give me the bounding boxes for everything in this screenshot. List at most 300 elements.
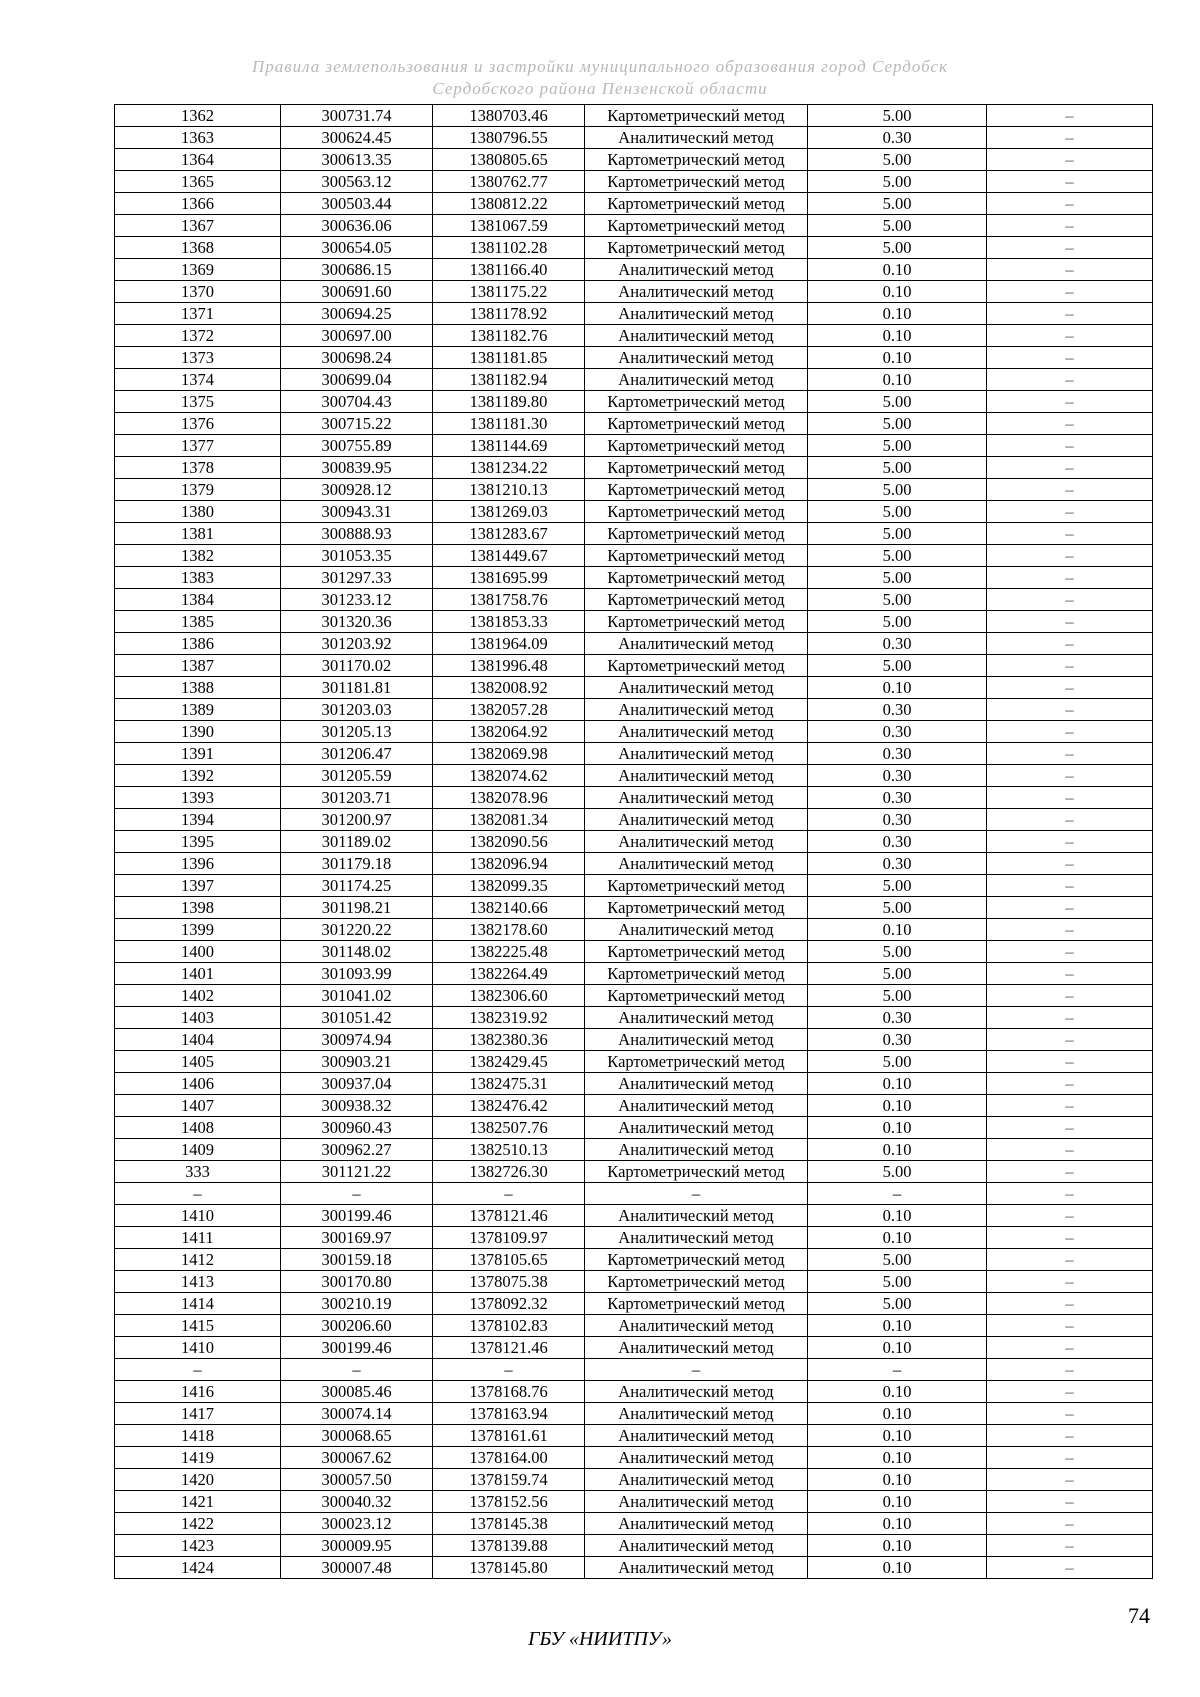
table-row — [115, 215, 1153, 237]
accuracy-cell: 0.10 — [808, 1095, 987, 1117]
method-cell: Аналитический метод — [585, 809, 808, 831]
method-cell: Картометрический метод — [585, 963, 808, 985]
note-cell: – — [987, 149, 1153, 171]
table-row — [115, 347, 1153, 369]
x-coordinate-cell: 300199.46 — [281, 1205, 433, 1227]
x-coordinate-cell: 301320.36 — [281, 611, 433, 633]
method-cell: Аналитический метод — [585, 1007, 808, 1029]
accuracy-cell: 0.30 — [808, 127, 987, 149]
method-cell: Аналитический метод — [585, 127, 808, 149]
x-coordinate-cell: 300057.50 — [281, 1469, 433, 1491]
accuracy-cell: 0.30 — [808, 699, 987, 721]
point-number-cell: 1413 — [115, 1271, 281, 1293]
table-row — [115, 545, 1153, 567]
note-cell: – — [987, 941, 1153, 963]
y-coordinate-cell: 1378145.80 — [433, 1557, 585, 1579]
note-cell: – — [987, 963, 1153, 985]
point-number-cell: 1406 — [115, 1073, 281, 1095]
y-coordinate-cell: 1380762.77 — [433, 171, 585, 193]
y-coordinate-cell: 1381178.92 — [433, 303, 585, 325]
x-coordinate-cell: 300085.46 — [281, 1381, 433, 1403]
method-cell: Аналитический метод — [585, 1315, 808, 1337]
method-cell: Аналитический метод — [585, 1491, 808, 1513]
table-row — [115, 567, 1153, 589]
y-coordinate-cell: 1382099.35 — [433, 875, 585, 897]
y-coordinate-cell: 1378075.38 — [433, 1271, 585, 1293]
y-coordinate-cell: 1378164.00 — [433, 1447, 585, 1469]
accuracy-cell: 0.10 — [808, 347, 987, 369]
point-number-cell: 1404 — [115, 1029, 281, 1051]
y-coordinate-cell: 1381182.76 — [433, 325, 585, 347]
table-row — [115, 1425, 1153, 1447]
y-coordinate-cell: 1382069.98 — [433, 743, 585, 765]
y-coordinate-cell: 1378121.46 — [433, 1337, 585, 1359]
accuracy-cell: – — [808, 1359, 987, 1381]
method-cell: Аналитический метод — [585, 1205, 808, 1227]
point-number-cell: 1370 — [115, 281, 281, 303]
table-row — [115, 149, 1153, 171]
x-coordinate-cell: 300009.95 — [281, 1535, 433, 1557]
note-cell: – — [987, 655, 1153, 677]
method-cell: Картометрический метод — [585, 875, 808, 897]
note-cell: – — [987, 1007, 1153, 1029]
point-number-cell: 1415 — [115, 1315, 281, 1337]
table-row — [115, 611, 1153, 633]
table-row — [115, 1073, 1153, 1095]
note-cell: – — [987, 369, 1153, 391]
table-row — [115, 677, 1153, 699]
method-cell: Аналитический метод — [585, 677, 808, 699]
note-cell: – — [987, 1557, 1153, 1579]
x-coordinate-cell: 300943.31 — [281, 501, 433, 523]
note-cell: – — [987, 1271, 1153, 1293]
point-number-cell: 1414 — [115, 1293, 281, 1315]
point-number-cell: 1380 — [115, 501, 281, 523]
point-number-cell: 1423 — [115, 1535, 281, 1557]
point-number-cell: 1402 — [115, 985, 281, 1007]
method-cell: Аналитический метод — [585, 1381, 808, 1403]
note-cell: – — [987, 677, 1153, 699]
accuracy-cell: 0.30 — [808, 809, 987, 831]
y-coordinate-cell: 1378145.38 — [433, 1513, 585, 1535]
accuracy-cell: 0.10 — [808, 303, 987, 325]
accuracy-cell: 0.10 — [808, 325, 987, 347]
method-cell: Аналитический метод — [585, 1073, 808, 1095]
y-coordinate-cell: 1381181.85 — [433, 347, 585, 369]
point-number-cell: 1379 — [115, 479, 281, 501]
point-number-cell: 1395 — [115, 831, 281, 853]
note-cell: – — [987, 1227, 1153, 1249]
page-footer: ГБУ «НИИТПУ» — [528, 1628, 672, 1650]
point-number-cell: 1389 — [115, 699, 281, 721]
x-coordinate-cell: 300068.65 — [281, 1425, 433, 1447]
page-number: 74 — [1128, 1603, 1150, 1628]
point-number-cell: 1381 — [115, 523, 281, 545]
accuracy-cell: 5.00 — [808, 149, 987, 171]
method-cell: Аналитический метод — [585, 1337, 808, 1359]
method-cell: Картометрический метод — [585, 501, 808, 523]
table-row — [115, 1271, 1153, 1293]
y-coordinate-cell: 1378161.61 — [433, 1425, 585, 1447]
table-row — [115, 699, 1153, 721]
x-coordinate-cell: 301297.33 — [281, 567, 433, 589]
point-number-cell: 1408 — [115, 1117, 281, 1139]
note-cell: – — [987, 325, 1153, 347]
note-cell: – — [987, 809, 1153, 831]
method-cell: Картометрический метод — [585, 655, 808, 677]
note-cell: – — [987, 1403, 1153, 1425]
table-row — [115, 1161, 1153, 1183]
point-number-cell: 1367 — [115, 215, 281, 237]
point-number-cell: 1366 — [115, 193, 281, 215]
accuracy-cell: 0.10 — [808, 1535, 987, 1557]
method-cell: Картометрический метод — [585, 237, 808, 259]
method-cell: Картометрический метод — [585, 457, 808, 479]
point-number-cell: 1417 — [115, 1403, 281, 1425]
note-cell: – — [987, 1029, 1153, 1051]
accuracy-cell: 0.10 — [808, 369, 987, 391]
table-row — [115, 1403, 1153, 1425]
y-coordinate-cell: 1381283.67 — [433, 523, 585, 545]
method-cell: Аналитический метод — [585, 1557, 808, 1579]
method-cell: Картометрический метод — [585, 1293, 808, 1315]
accuracy-cell: 5.00 — [808, 1161, 987, 1183]
header-line-1: Правила землепользования и застройки муниципального образования город Сердобск — [251, 57, 948, 76]
y-coordinate-cell: 1381175.22 — [433, 281, 585, 303]
x-coordinate-cell: 301148.02 — [281, 941, 433, 963]
accuracy-cell: 5.00 — [808, 391, 987, 413]
x-coordinate-cell: 300169.97 — [281, 1227, 433, 1249]
point-number-cell: 1400 — [115, 941, 281, 963]
table-row — [115, 1029, 1153, 1051]
coordinates-table — [114, 104, 1153, 1579]
y-coordinate-cell: 1381996.48 — [433, 655, 585, 677]
table-row — [115, 325, 1153, 347]
table-row — [115, 743, 1153, 765]
point-number-cell: 1410 — [115, 1205, 281, 1227]
y-coordinate-cell: 1382319.92 — [433, 1007, 585, 1029]
y-coordinate-cell: 1380812.22 — [433, 193, 585, 215]
note-cell: – — [987, 1249, 1153, 1271]
note-cell: – — [987, 215, 1153, 237]
x-coordinate-cell: – — [281, 1183, 433, 1205]
y-coordinate-cell: 1381102.28 — [433, 237, 585, 259]
x-coordinate-cell: 300199.46 — [281, 1337, 433, 1359]
accuracy-cell: 0.10 — [808, 259, 987, 281]
x-coordinate-cell: 301198.21 — [281, 897, 433, 919]
method-cell: Картометрический метод — [585, 105, 808, 127]
method-cell: Картометрический метод — [585, 611, 808, 633]
table-row — [115, 105, 1153, 127]
y-coordinate-cell: 1382074.62 — [433, 765, 585, 787]
note-cell: – — [987, 1073, 1153, 1095]
point-number-cell: 1412 — [115, 1249, 281, 1271]
point-number-cell: 1393 — [115, 787, 281, 809]
accuracy-cell: 0.30 — [808, 1007, 987, 1029]
point-number-cell: 1418 — [115, 1425, 281, 1447]
y-coordinate-cell: – — [433, 1359, 585, 1381]
point-number-cell: – — [115, 1359, 281, 1381]
table-row — [115, 1117, 1153, 1139]
method-cell: Картометрический метод — [585, 1051, 808, 1073]
note-cell: – — [987, 589, 1153, 611]
note-cell: – — [987, 501, 1153, 523]
note-cell: – — [987, 281, 1153, 303]
accuracy-cell: 5.00 — [808, 413, 987, 435]
x-coordinate-cell: 301121.22 — [281, 1161, 433, 1183]
x-coordinate-cell: 300170.80 — [281, 1271, 433, 1293]
accuracy-cell: 0.10 — [808, 919, 987, 941]
point-number-cell: 1398 — [115, 897, 281, 919]
point-number-cell: 1392 — [115, 765, 281, 787]
note-cell: – — [987, 1205, 1153, 1227]
table-row — [115, 1249, 1153, 1271]
method-cell: Аналитический метод — [585, 787, 808, 809]
accuracy-cell: 0.30 — [808, 853, 987, 875]
x-coordinate-cell: 301203.71 — [281, 787, 433, 809]
accuracy-cell: 0.10 — [808, 1447, 987, 1469]
point-number-cell: 1403 — [115, 1007, 281, 1029]
method-cell: Аналитический метод — [585, 369, 808, 391]
table-row — [115, 369, 1153, 391]
method-cell: Аналитический метод — [585, 325, 808, 347]
accuracy-cell: 0.30 — [808, 831, 987, 853]
accuracy-cell: 0.30 — [808, 1029, 987, 1051]
accuracy-cell: 5.00 — [808, 523, 987, 545]
accuracy-cell: 5.00 — [808, 237, 987, 259]
method-cell: Аналитический метод — [585, 1095, 808, 1117]
table-row — [115, 413, 1153, 435]
x-coordinate-cell: 300074.14 — [281, 1403, 433, 1425]
point-number-cell: 1388 — [115, 677, 281, 699]
x-coordinate-cell: 301093.99 — [281, 963, 433, 985]
method-cell: Аналитический метод — [585, 1513, 808, 1535]
point-number-cell: 1424 — [115, 1557, 281, 1579]
method-cell: Картометрический метод — [585, 985, 808, 1007]
x-coordinate-cell: 300974.94 — [281, 1029, 433, 1051]
x-coordinate-cell: 301189.02 — [281, 831, 433, 853]
method-cell: Аналитический метод — [585, 765, 808, 787]
x-coordinate-cell: 301179.18 — [281, 853, 433, 875]
y-coordinate-cell: 1381067.59 — [433, 215, 585, 237]
accuracy-cell: 5.00 — [808, 435, 987, 457]
accuracy-cell: 0.10 — [808, 1469, 987, 1491]
y-coordinate-cell: 1378092.32 — [433, 1293, 585, 1315]
accuracy-cell: 5.00 — [808, 1271, 987, 1293]
note-cell: – — [987, 193, 1153, 215]
note-cell: – — [987, 259, 1153, 281]
table-row — [115, 237, 1153, 259]
accuracy-cell: 5.00 — [808, 479, 987, 501]
table-row — [115, 787, 1153, 809]
accuracy-cell: 5.00 — [808, 193, 987, 215]
table-row — [115, 1095, 1153, 1117]
point-number-cell: 1368 — [115, 237, 281, 259]
x-coordinate-cell: – — [281, 1359, 433, 1381]
y-coordinate-cell: 1382064.92 — [433, 721, 585, 743]
accuracy-cell: 5.00 — [808, 963, 987, 985]
method-cell: Аналитический метод — [585, 853, 808, 875]
method-cell: Аналитический метод — [585, 303, 808, 325]
table-row — [115, 1007, 1153, 1029]
table-row — [115, 435, 1153, 457]
point-number-cell: 1391 — [115, 743, 281, 765]
accuracy-cell: 5.00 — [808, 1293, 987, 1315]
point-number-cell: 1386 — [115, 633, 281, 655]
x-coordinate-cell: 301205.13 — [281, 721, 433, 743]
table-row — [115, 259, 1153, 281]
table-row — [115, 1491, 1153, 1513]
accuracy-cell: 5.00 — [808, 1249, 987, 1271]
x-coordinate-cell: 301170.02 — [281, 655, 433, 677]
y-coordinate-cell: 1381695.99 — [433, 567, 585, 589]
x-coordinate-cell: 300624.45 — [281, 127, 433, 149]
method-cell: Аналитический метод — [585, 919, 808, 941]
y-coordinate-cell: 1380805.65 — [433, 149, 585, 171]
note-cell: – — [987, 435, 1153, 457]
table-row — [115, 1557, 1153, 1579]
x-coordinate-cell: 300962.27 — [281, 1139, 433, 1161]
method-cell: Картометрический метод — [585, 149, 808, 171]
note-cell: – — [987, 1293, 1153, 1315]
x-coordinate-cell: 301203.03 — [281, 699, 433, 721]
y-coordinate-cell: 1380796.55 — [433, 127, 585, 149]
y-coordinate-cell: 1378159.74 — [433, 1469, 585, 1491]
note-cell: – — [987, 1139, 1153, 1161]
method-cell: Аналитический метод — [585, 1447, 808, 1469]
point-number-cell: – — [115, 1183, 281, 1205]
accuracy-cell: 5.00 — [808, 897, 987, 919]
x-coordinate-cell: 300903.21 — [281, 1051, 433, 1073]
point-number-cell: 1387 — [115, 655, 281, 677]
y-coordinate-cell: 1380703.46 — [433, 105, 585, 127]
note-cell: – — [987, 1315, 1153, 1337]
accuracy-cell: 5.00 — [808, 611, 987, 633]
table-row — [115, 457, 1153, 479]
x-coordinate-cell: 300613.35 — [281, 149, 433, 171]
accuracy-cell: 0.30 — [808, 721, 987, 743]
note-cell: – — [987, 1447, 1153, 1469]
accuracy-cell: 0.10 — [808, 1491, 987, 1513]
method-cell: Картометрический метод — [585, 215, 808, 237]
y-coordinate-cell: 1382178.60 — [433, 919, 585, 941]
page-header — [0, 56, 1200, 100]
note-cell: – — [987, 919, 1153, 941]
accuracy-cell: 0.10 — [808, 1513, 987, 1535]
accuracy-cell: 5.00 — [808, 457, 987, 479]
table-row — [115, 281, 1153, 303]
note-cell: – — [987, 1469, 1153, 1491]
accuracy-cell: 5.00 — [808, 655, 987, 677]
note-cell: – — [987, 721, 1153, 743]
table-row — [115, 809, 1153, 831]
table-row — [115, 523, 1153, 545]
table-row — [115, 853, 1153, 875]
point-number-cell: 1409 — [115, 1139, 281, 1161]
y-coordinate-cell: 1378102.83 — [433, 1315, 585, 1337]
note-cell: – — [987, 457, 1153, 479]
y-coordinate-cell: 1381234.22 — [433, 457, 585, 479]
accuracy-cell: 0.10 — [808, 1315, 987, 1337]
point-number-cell: 1385 — [115, 611, 281, 633]
y-coordinate-cell: 1381181.30 — [433, 413, 585, 435]
accuracy-cell: 5.00 — [808, 501, 987, 523]
x-coordinate-cell: 301053.35 — [281, 545, 433, 567]
accuracy-cell: 0.10 — [808, 1381, 987, 1403]
table-row — [115, 875, 1153, 897]
method-cell: Аналитический метод — [585, 1029, 808, 1051]
method-cell: Картометрический метод — [585, 413, 808, 435]
method-cell: – — [585, 1359, 808, 1381]
point-number-cell: 333 — [115, 1161, 281, 1183]
accuracy-cell: 0.10 — [808, 677, 987, 699]
x-coordinate-cell: 300697.00 — [281, 325, 433, 347]
point-number-cell: 1419 — [115, 1447, 281, 1469]
note-cell: – — [987, 699, 1153, 721]
point-number-cell: 1377 — [115, 435, 281, 457]
table-row — [115, 1183, 1153, 1205]
method-cell: Картометрический метод — [585, 391, 808, 413]
y-coordinate-cell: 1378121.46 — [433, 1205, 585, 1227]
y-coordinate-cell: 1382057.28 — [433, 699, 585, 721]
x-coordinate-cell: 300159.18 — [281, 1249, 433, 1271]
note-cell: – — [987, 1117, 1153, 1139]
method-cell: Картометрический метод — [585, 435, 808, 457]
accuracy-cell: 0.30 — [808, 765, 987, 787]
note-cell: – — [987, 1183, 1153, 1205]
point-number-cell: 1401 — [115, 963, 281, 985]
point-number-cell: 1410 — [115, 1337, 281, 1359]
method-cell: Картометрический метод — [585, 1249, 808, 1271]
x-coordinate-cell: 301051.42 — [281, 1007, 433, 1029]
point-number-cell: 1374 — [115, 369, 281, 391]
x-coordinate-cell: 301200.97 — [281, 809, 433, 831]
point-number-cell: 1390 — [115, 721, 281, 743]
point-number-cell: 1362 — [115, 105, 281, 127]
x-coordinate-cell: 301203.92 — [281, 633, 433, 655]
method-cell: Картометрический метод — [585, 589, 808, 611]
table-row — [115, 193, 1153, 215]
x-coordinate-cell: 300731.74 — [281, 105, 433, 127]
accuracy-cell: 5.00 — [808, 105, 987, 127]
y-coordinate-cell: 1378105.65 — [433, 1249, 585, 1271]
header-line-2: Сердобского района Пензенской области — [432, 79, 768, 98]
table-row — [115, 1469, 1153, 1491]
accuracy-cell: 0.30 — [808, 743, 987, 765]
method-cell: Аналитический метод — [585, 1535, 808, 1557]
y-coordinate-cell: 1381964.09 — [433, 633, 585, 655]
note-cell: – — [987, 347, 1153, 369]
y-coordinate-cell: 1382429.45 — [433, 1051, 585, 1073]
note-cell: – — [987, 303, 1153, 325]
x-coordinate-cell: 300040.32 — [281, 1491, 433, 1513]
method-cell: Аналитический метод — [585, 1227, 808, 1249]
method-cell: Аналитический метод — [585, 699, 808, 721]
accuracy-cell: 0.10 — [808, 1227, 987, 1249]
method-cell: Аналитический метод — [585, 1117, 808, 1139]
note-cell: – — [987, 787, 1153, 809]
method-cell: Картометрический метод — [585, 171, 808, 193]
note-cell: – — [987, 1359, 1153, 1381]
y-coordinate-cell: 1382507.76 — [433, 1117, 585, 1139]
y-coordinate-cell: 1378168.76 — [433, 1381, 585, 1403]
y-coordinate-cell: 1381269.03 — [433, 501, 585, 523]
method-cell: Аналитический метод — [585, 743, 808, 765]
accuracy-cell: 0.30 — [808, 787, 987, 809]
note-cell: – — [987, 765, 1153, 787]
accuracy-cell: 5.00 — [808, 1051, 987, 1073]
accuracy-cell: 5.00 — [808, 941, 987, 963]
